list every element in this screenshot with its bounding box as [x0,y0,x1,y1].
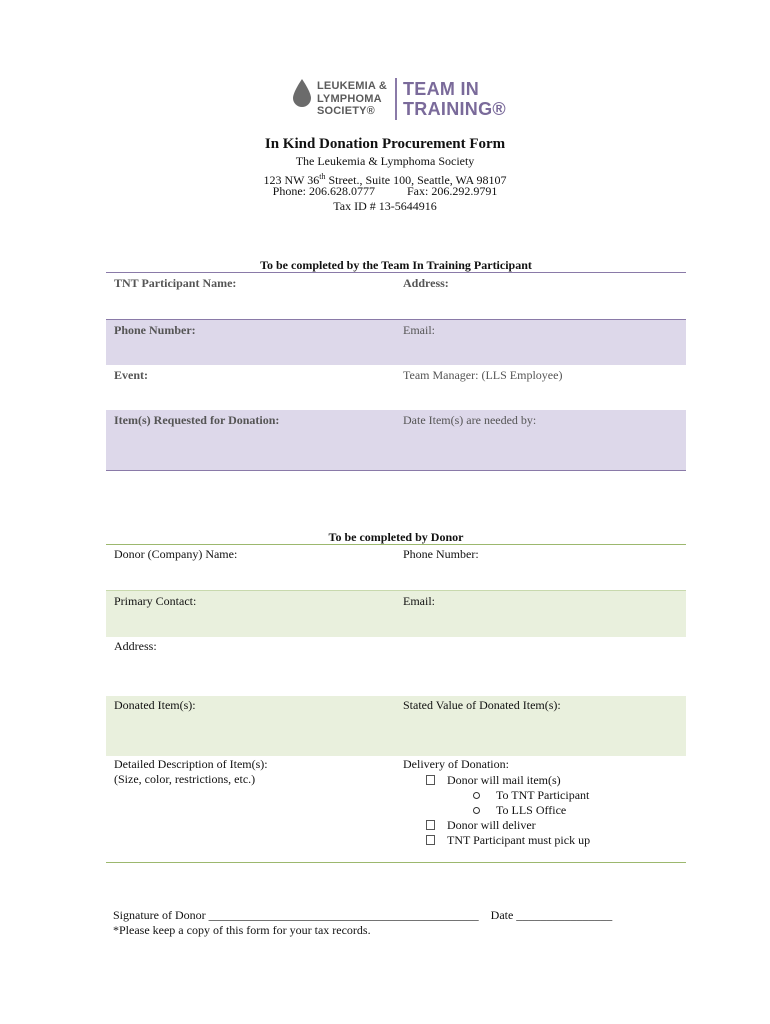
circle-bullet-icon [473,807,480,814]
donor-table [106,544,686,863]
items-requested-field[interactable]: Item(s) Requested for Donation: [114,413,280,427]
team-manager-field[interactable]: Team Manager: (LLS Employee) [403,368,563,382]
signature-line[interactable]: Signature of Donor _____________________________________________ Date ________________ [113,908,613,922]
donor-company-field[interactable]: Donor (Company) Name: [114,547,238,561]
lls-wordmark: LEUKEMIA & LYMPHOMA SOCIETY® [317,80,388,117]
participant-email-field[interactable]: Email: [403,323,435,337]
primary-contact-field[interactable]: Primary Contact: [114,594,197,608]
lls-tnt-logo [291,76,505,124]
date-needed-field[interactable]: Date Item(s) are needed by: [403,413,537,427]
participant-row-items [106,410,686,470]
circle-bullet-icon [473,792,480,799]
option-to-tnt[interactable]: To TNT Participant [403,788,590,803]
checkbox-icon[interactable] [426,835,435,845]
participant-row-name [106,273,686,319]
tnt-wordmark: TEAM IN TRAINING® [403,79,506,119]
org-name: The Leukemia & Lymphoma Society [295,154,475,168]
org-address: 123 NW 36th Street., Suite 100, Seattle, WA 98107 [263,172,507,187]
donor-row-items [106,696,686,756]
option-donor-mail[interactable]: Donor will mail item(s) [403,773,590,788]
logo-divider [395,78,397,120]
option-participant-pickup[interactable]: TNT Participant must pick up [403,833,590,848]
detailed-description-field[interactable]: Detailed Description of Item(s): (Size, color, restrictions, etc.) [114,757,268,786]
blood-drop-icon [291,78,313,108]
delivery-options [403,757,590,848]
date-line[interactable]: Date ________________ [490,908,613,922]
checkbox-icon[interactable] [426,775,435,785]
option-donor-deliver[interactable]: Donor will deliver [403,818,590,833]
donor-section-title: To be completed by Donor [328,530,464,544]
participant-row-event [106,365,686,410]
donor-row-address [106,637,686,696]
org-contact: Phone: 206.628.0777 Fax: 206.292.9791 [272,184,498,198]
donated-items-field[interactable]: Donated Item(s): [114,698,196,712]
donor-email-field[interactable]: Email: [403,594,435,608]
stated-value-field[interactable]: Stated Value of Donated Item(s): [403,698,561,712]
participant-address-field[interactable]: Address: [403,276,449,290]
tax-records-note: *Please keep a copy of this form for your tax records. [113,923,371,937]
checkbox-icon[interactable] [426,820,435,830]
form-title: In Kind Donation Procurement Form [264,136,506,152]
donor-address-field[interactable]: Address: [114,639,157,653]
tax-id: Tax ID # 13-5644916 [333,199,437,213]
delivery-label: Delivery of Donation: [403,757,509,771]
participant-table [106,272,686,471]
tnt-participant-name-field[interactable]: TNT Participant Name: [114,276,237,290]
participant-row-phone [106,319,686,365]
donor-phone-field[interactable]: Phone Number: [403,547,479,561]
donor-row-company [106,545,686,590]
participant-phone-field[interactable]: Phone Number: [114,323,196,337]
donor-row-contact [106,590,686,637]
participant-section-title: To be completed by the Team In Training Participant [260,258,532,272]
donor-row-description [106,756,686,862]
option-to-lls[interactable]: To LLS Office [403,803,590,818]
event-field[interactable]: Event: [114,368,148,382]
